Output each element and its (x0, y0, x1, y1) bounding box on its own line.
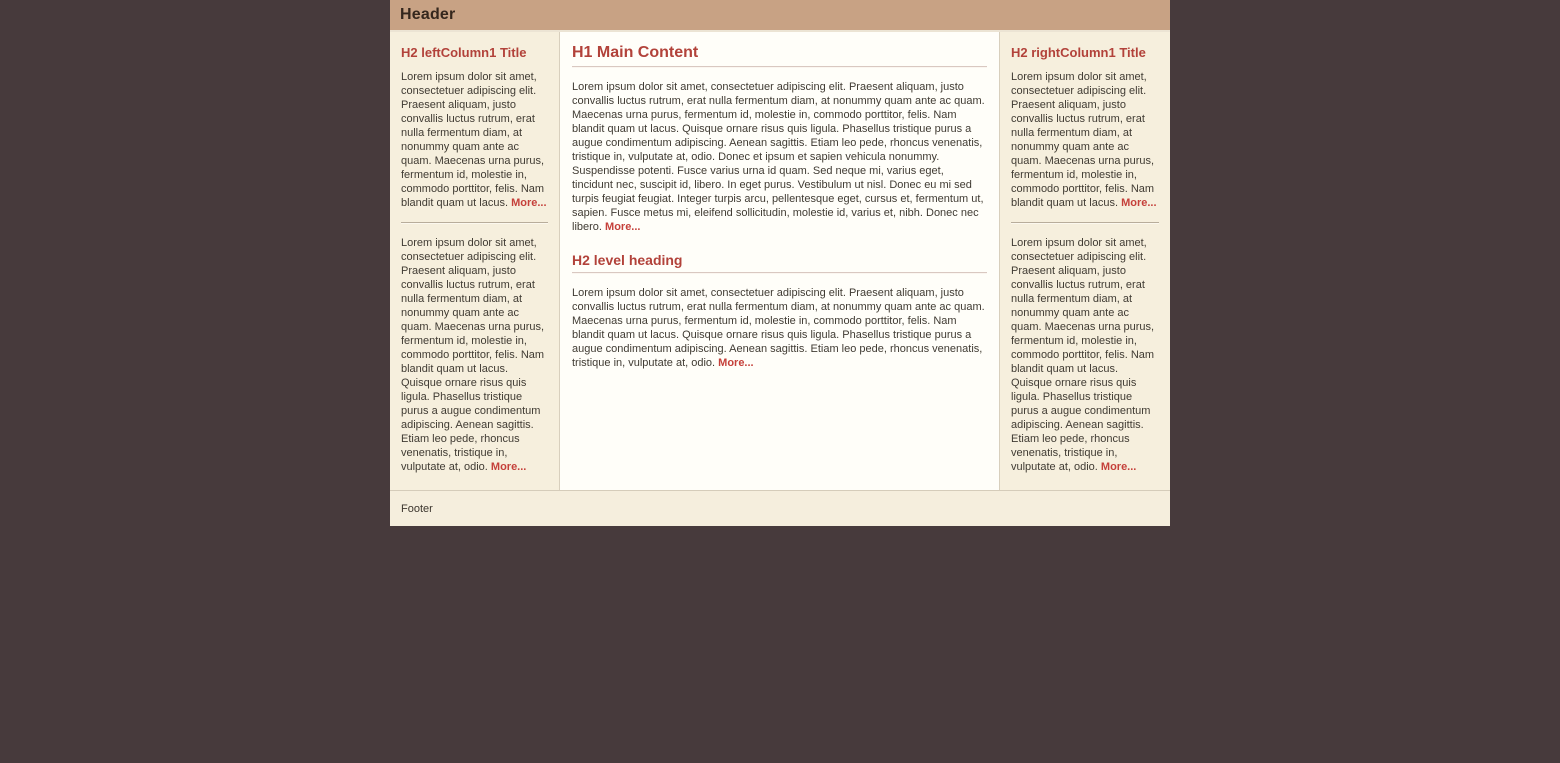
right-column-paragraph-1 (1011, 70, 1159, 210)
left-column-divider (401, 222, 548, 224)
page-footer (390, 490, 1170, 526)
content-columns (390, 32, 1170, 490)
paragraph-text: Lorem ipsum dolor sit amet, consectetuer adipiscing elit. Praesent aliquam, justo convallis luctus rutrum, erat nulla fermentum diam, at nonummy quam ante ac quam. Maecenas urna purus, fermentum id, molestie in, commodo porttitor, felis. Nam blandit quam ut lacus. Quisque ornare risus quis ligula. Phasellus tristique purus a augue condimentum adipiscing. Aenean sagittis. Etiam leo pede, rhoncus venenatis, tristique in, vulputate at, odio. (401, 237, 545, 473)
main-content (560, 32, 999, 490)
main-subheading-rule (572, 272, 987, 274)
main-more-link-2[interactable]: More... (718, 357, 754, 369)
footer-label: Footer (401, 502, 433, 515)
main-more-link-1[interactable]: More... (605, 221, 641, 233)
left-column-paragraph-1 (401, 70, 548, 210)
web-page (390, 0, 1170, 526)
left-more-link-2[interactable]: More... (490, 461, 527, 473)
left-column-heading: H2 leftColumn1 Title (401, 45, 527, 60)
paragraph-text: Lorem ipsum dolor sit amet, consectetuer adipiscing elit. Praesent aliquam, justo convallis luctus rutrum, erat nulla fermentum diam, at nonummy quam ante ac quam. Maecenas urna purus, fermentum id, molestie in, commodo porttitor, felis. Nam blandit quam ut lacus. Quisque ornare risus quis ligula. Phasellus tristique purus a augue condimentum adipiscing. Aenean sagittis. Etiam leo pede, rhoncus venenatis, tristique in, vulputate at, odio. Donec et ipsum et sapien vehicula nonummy. Suspendisse potenti. Fusce varius urna id quam. Sed neque mi, varius eget, tincidunt nec, suscipit id, libero. In eget purus. Vestibulum ut nisl. Donec eu mi sed turpis feugiat feugiat. Integer turpis arcu, pellentesque eget, cursus et, fermentum ut, sapien. Fusce metus mi, eleifend sollicitudin, molestie id, varius et, nibh. Donec nec libero. (572, 81, 985, 233)
left-more-link-1[interactable]: More... (511, 197, 547, 209)
header-title: Header (400, 6, 456, 23)
right-column-heading: H2 rightColumn1 Title (1011, 45, 1146, 60)
main-subheading: H2 level heading (572, 252, 683, 268)
left-column (390, 32, 560, 490)
main-heading-rule (572, 66, 987, 68)
right-column-divider (1011, 222, 1159, 224)
left-column-paragraph-2 (401, 236, 548, 474)
paragraph-text: Lorem ipsum dolor sit amet, consectetuer adipiscing elit. Praesent aliquam, justo convallis luctus rutrum, erat nulla fermentum diam, at nonummy quam ante ac quam. Maecenas urna purus, fermentum id, molestie in, commodo porttitor, felis. Nam blandit quam ut lacus. (401, 71, 545, 209)
main-paragraph-2 (572, 286, 987, 370)
right-more-link-2[interactable]: More... (1100, 461, 1137, 473)
page-header (390, 0, 1170, 32)
right-more-link-1[interactable]: More... (1121, 197, 1157, 209)
paragraph-text: Lorem ipsum dolor sit amet, consectetuer adipiscing elit. Praesent aliquam, justo convallis luctus rutrum, erat nulla fermentum diam, at nonummy quam ante ac quam. Maecenas urna purus, fermentum id, molestie in, commodo porttitor, felis. Nam blandit quam ut lacus. Quisque ornare risus quis ligula. Phasellus tristique purus a augue condimentum adipiscing. Aenean sagittis. Etiam leo pede, rhoncus venenatis, tristique in, vulputate at, odio. (572, 287, 985, 369)
main-paragraph-1 (572, 80, 987, 234)
right-column-paragraph-2 (1011, 236, 1159, 474)
right-column (999, 32, 1170, 490)
paragraph-text: Lorem ipsum dolor sit amet, consectetuer adipiscing elit. Praesent aliquam, justo convallis luctus rutrum, erat nulla fermentum diam, at nonummy quam ante ac quam. Maecenas urna purus, fermentum id, molestie in, commodo porttitor, felis. Nam blandit quam ut lacus. Quisque ornare risus quis ligula. Phasellus tristique purus a augue condimentum adipiscing. Aenean sagittis. Etiam leo pede, rhoncus venenatis, tristique in, vulputate at, odio. (1011, 237, 1155, 473)
main-heading: H1 Main Content (572, 44, 699, 61)
paragraph-text: Lorem ipsum dolor sit amet, consectetuer adipiscing elit. Praesent aliquam, justo convallis luctus rutrum, erat nulla fermentum diam, at nonummy quam ante ac quam. Maecenas urna purus, fermentum id, molestie in, commodo porttitor, felis. Nam blandit quam ut lacus. (1011, 71, 1155, 209)
